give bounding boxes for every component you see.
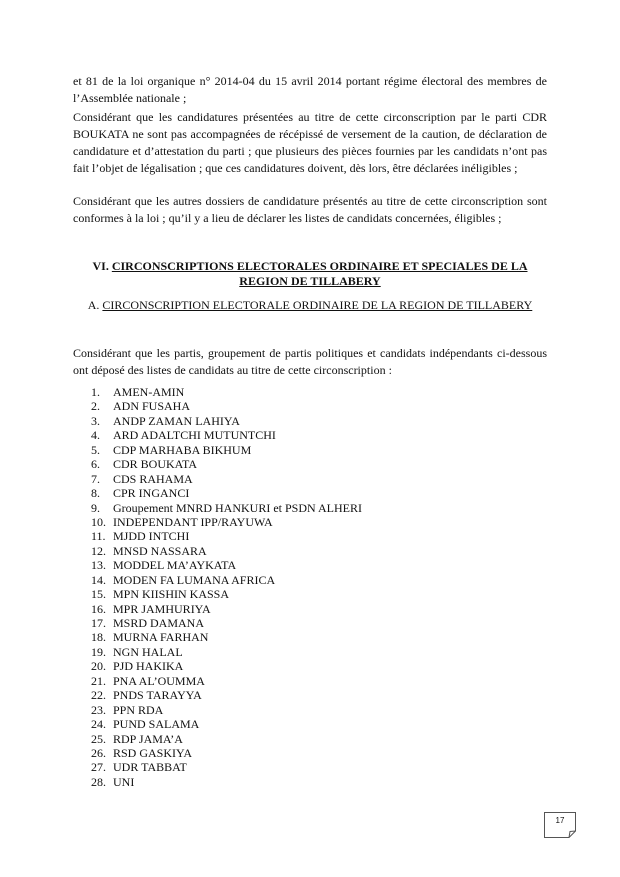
list-item bbox=[91, 558, 362, 572]
list-item-name: MJDD INTCHI bbox=[113, 529, 190, 544]
list-item-number: 24. bbox=[91, 717, 106, 732]
candidate-list bbox=[91, 385, 362, 789]
list-item-number: 4. bbox=[91, 428, 100, 443]
list-item-number: 26. bbox=[91, 745, 106, 760]
list-item bbox=[91, 529, 362, 543]
list-item-name: UDR TABBAT bbox=[113, 760, 187, 775]
subsection-heading-title: CIRCONSCRIPTION ELECTORALE ORDINAIRE DE LA REGION DE TILLABERY bbox=[102, 298, 533, 312]
list-item bbox=[91, 501, 362, 515]
list-item-name: CDP MARHABA BIKHUM bbox=[113, 442, 252, 457]
list-item-name: PUND SALAMA bbox=[113, 717, 200, 732]
list-item bbox=[91, 515, 362, 529]
list-item bbox=[91, 775, 362, 789]
list-item-number: 14. bbox=[91, 572, 106, 587]
list-item-name: CPR INGANCI bbox=[113, 486, 190, 501]
list-item-name: ADN FUSAHA bbox=[113, 399, 191, 414]
page-number: 17 bbox=[555, 816, 565, 825]
list-item-number: 17. bbox=[91, 616, 106, 630]
list-item-number: 10. bbox=[91, 514, 106, 529]
subsection-heading bbox=[73, 298, 547, 313]
list-item bbox=[91, 645, 362, 659]
section-heading bbox=[73, 259, 547, 289]
list-item bbox=[91, 544, 362, 558]
list-item bbox=[91, 630, 362, 644]
list-item bbox=[91, 659, 362, 673]
list-item-name: PJD HAKIKA bbox=[113, 659, 184, 674]
list-item-name: Groupement MNRD HANKURI et PSDN ALHERI bbox=[113, 500, 362, 515]
list-item bbox=[91, 472, 362, 486]
paragraph-other-lists-eligible: Considérant que les autres dossiers de candidature présentés au titre de cette circonscription sont conformes à la loi ; qu’il y a lieu de déclarer les listes de candidats concernées, éligibles ; bbox=[73, 194, 547, 225]
list-item-name: PPN RDA bbox=[113, 702, 164, 717]
list-item-name: UNI bbox=[113, 774, 135, 789]
list-item bbox=[91, 457, 362, 471]
page-number-box bbox=[544, 812, 576, 838]
list-item-name: MODDEL MA’AYKATA bbox=[113, 558, 237, 573]
list-item-name: MNSD NASSARA bbox=[113, 543, 207, 558]
list-item bbox=[91, 486, 362, 500]
list-item-number: 11. bbox=[91, 529, 106, 544]
list-item-name: NGN HALAL bbox=[113, 644, 183, 659]
list-item bbox=[91, 443, 362, 457]
list-item-number: 16. bbox=[91, 601, 106, 616]
list-item-number: 19. bbox=[91, 644, 106, 659]
section-heading-title: CIRCONSCRIPTIONS ELECTORALES ORDINAIRE ET SPECIALES DE LA REGION DE TILLABERY bbox=[111, 259, 528, 288]
list-item-number: 20. bbox=[91, 659, 106, 674]
subsection-heading-prefix: A. bbox=[87, 298, 103, 312]
list-item bbox=[91, 573, 362, 587]
list-item bbox=[91, 385, 362, 399]
list-item bbox=[91, 616, 362, 630]
list-item-number: 22. bbox=[91, 688, 106, 703]
list-item-number: 23. bbox=[91, 702, 106, 717]
list-item bbox=[91, 414, 362, 428]
list-item bbox=[91, 760, 362, 774]
list-item-name: MURNA FARHAN bbox=[113, 630, 209, 645]
section-heading-prefix: VI. bbox=[92, 259, 112, 273]
list-item-number: 25. bbox=[91, 731, 106, 746]
list-item-name: RDP JAMA’A bbox=[113, 731, 183, 746]
list-item-number: 6. bbox=[91, 457, 100, 472]
list-item-number: 7. bbox=[91, 471, 100, 486]
list-item-number: 2. bbox=[91, 399, 100, 414]
list-item-number: 21. bbox=[91, 673, 106, 688]
list-item-name: MPN KIISHIN KASSA bbox=[113, 587, 230, 602]
list-item-name: PNDS TARAYYA bbox=[113, 688, 202, 703]
list-item-number: 1. bbox=[91, 385, 100, 399]
paragraph-legal-reference: et 81 de la loi organique n° 2014-04 du 15 avril 2014 portant régime électoral des membres de l’Assemblée nationale ; bbox=[73, 74, 547, 105]
list-item-name: INDEPENDANT IPP/RAYUWA bbox=[113, 514, 273, 529]
list-item-name: MPR JAMHURIYA bbox=[113, 601, 211, 616]
list-item-number: 5. bbox=[91, 442, 100, 457]
list-item bbox=[91, 674, 362, 688]
list-item-number: 3. bbox=[91, 413, 100, 428]
list-item-number: 15. bbox=[91, 587, 106, 602]
list-item-name: ANDP ZAMAN LAHIYA bbox=[113, 413, 240, 428]
list-item-number: 9. bbox=[91, 500, 100, 515]
list-item bbox=[91, 746, 362, 760]
list-item-number: 27. bbox=[91, 760, 106, 775]
list-item bbox=[91, 717, 362, 731]
list-item-name: ARD ADALTCHI MUTUNTCHI bbox=[113, 428, 276, 443]
paragraph-cdr-boukata-ineligible: Considérant que les candidatures présentées au titre de cette circonscription par le parti CDR BOUKATA ne sont pas accompagnées de récépissé de versement de la caution, de déclaration de candidature et d’attestation du parti ; que plusieurs des pièces fournies par les candidats n’ont pas fait l’objet de légalisation ; que ces candidatures doivent, dès lors, être déclarées inéligibles ; bbox=[73, 110, 547, 175]
list-item-name: CDS RAHAMA bbox=[113, 471, 193, 486]
list-item bbox=[91, 428, 362, 442]
list-item-name: RSD GASKIYA bbox=[113, 745, 193, 760]
paragraph-lists-deposited: Considérant que les partis, groupement de partis politiques et candidats indépendants ci-dessous ont déposé des listes de candidats au titre de cette circonscription : bbox=[73, 346, 547, 377]
list-item bbox=[91, 399, 362, 413]
list-item-number: 18. bbox=[91, 630, 106, 645]
list-item bbox=[91, 732, 362, 746]
list-item bbox=[91, 703, 362, 717]
list-item-name: AMEN-AMIN bbox=[113, 385, 185, 399]
list-item bbox=[91, 587, 362, 601]
list-item-name: MODEN FA LUMANA AFRICA bbox=[113, 572, 276, 587]
list-item-number: 12. bbox=[91, 543, 106, 558]
list-item-number: 8. bbox=[91, 486, 100, 501]
list-item-number: 13. bbox=[91, 558, 106, 573]
list-item-number: 28. bbox=[91, 774, 106, 789]
list-item bbox=[91, 688, 362, 702]
list-item-name: PNA AL’OUMMA bbox=[113, 673, 205, 688]
list-item-name: MSRD DAMANA bbox=[113, 616, 205, 630]
list-item-name: CDR BOUKATA bbox=[113, 457, 198, 472]
list-item bbox=[91, 602, 362, 616]
